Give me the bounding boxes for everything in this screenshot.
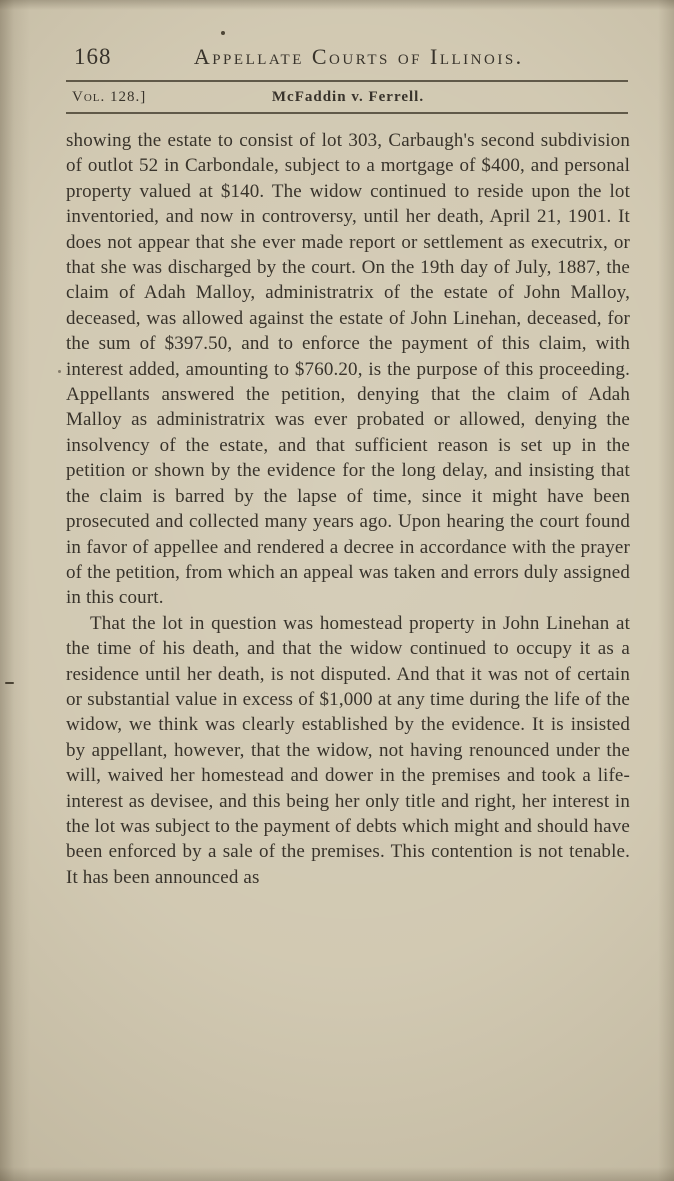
case-header [66,82,630,112]
scan-speck [221,31,225,35]
running-title: Appellate Courts of Illinois. [193,44,524,69]
volume-label: Vol. 128.] [72,89,147,105]
page-number: 168 [74,44,112,69]
page-body [66,128,630,890]
body-paragraph: That the lot in question was homestead property in John Linehan at the time of his death, and that the widow continued to occupy it as a residence until her death, is not disputed. And that it was not of certain or substantial value in excess of $1,000 at any time during the life of the widow, we think was clearly established by the evidence. It is insisted by appellant, however, that the widow, not having renounced under the will, waived her homestead and dower in the premises and took a life-interest as devisee, and this being her only title and right, her interest in the lot was subject to the payment of debts which might and should have been enforced by a sale of the premises. This contention is not tenable. It has been announced as [66,612,630,888]
scan-speck [5,682,14,684]
scan-speck [58,370,61,373]
header-rule-bottom [66,112,628,114]
case-name: McFaddin v. Ferrell. [271,89,425,105]
body-paragraph: showing the estate to consist of lot 303, Carbaugh's second subdivision of outlot 52 in Carbondale, subject to a mortgage of $400, and personal property valued at $140. The widow continued to reside upon the lot inventoried, and now in controversy, until her death, April 21, 1901. It does not appear that she ever made report or settlement as executrix, or that she was discharged by the court. On the 19th day of July, 1887, the claim of Adah Malloy, administratrix of the estate of John Malloy, deceased, was allowed against the estate of John Linehan, deceased, for the sum of $397.50, and to enforce the payment of this claim, with interest added, amounting to $760.20, is the purpose of this proceeding. Appellants answered the petition, denying that the claim of Adah Malloy as administratrix was ever probated or allowed, denying the insolvency of the estate, and that sufficient reason is set up in the petition or shown by the evidence for the long delay, and insisting that the claim is barred by the lapse of time, since it might have been prosecuted and collected many years ago. Upon hearing the court found in favor of appellee and rendered a decree in accordance with the prayer of the petition, from which an appeal was taken and errors duly assigned in this court. [66,130,630,609]
page-header [66,44,630,70]
